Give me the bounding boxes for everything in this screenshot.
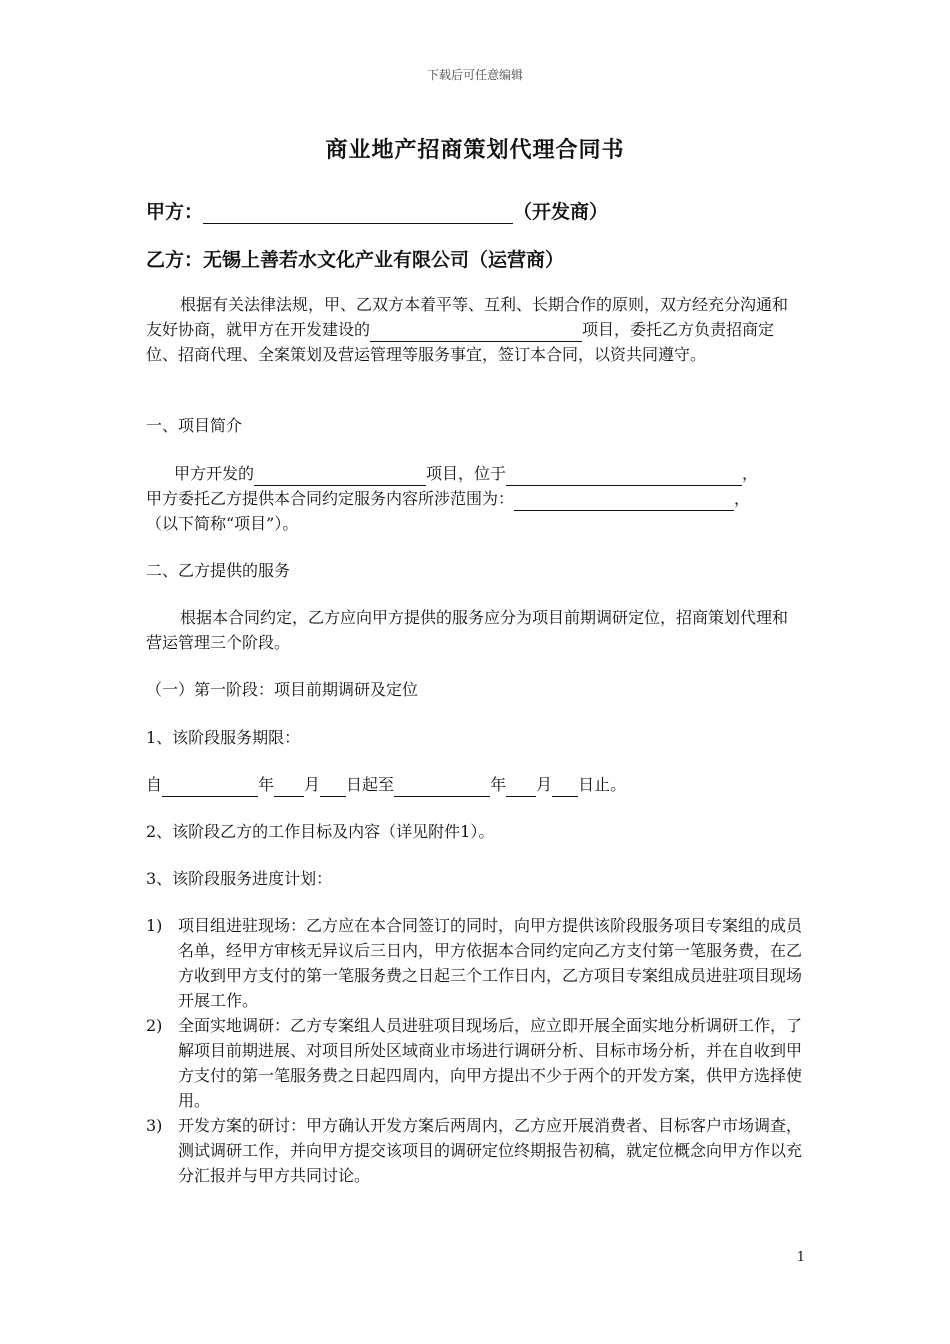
s1-text-e: ，	[734, 489, 751, 508]
list-text: 项目组进驻现场：乙方应在本合同签订的同时，向甲方提供该阶段服务项目专案组的成员名单，经甲方审核无异议后三日内，甲方依据本合同约定向乙方支付第一笔服务费，在乙方收到甲方支付的第一笔服务费之日起三个工作日内，乙方项目专案组成员进驻项目现场开展工作。	[178, 916, 803, 1010]
list-number: 1)	[146, 916, 163, 935]
month-label-1: 月	[304, 775, 321, 794]
s1-location-blank	[506, 468, 742, 486]
start-month-blank	[274, 779, 304, 797]
list-number: 2)	[146, 1016, 163, 1035]
section1-heading: 一、项目简介	[146, 416, 243, 435]
section2-heading: 二、乙方提供的服务	[146, 561, 291, 580]
month-label-2: 月	[536, 775, 553, 794]
s1-text-f: （以下简称“项目”）。	[146, 514, 299, 533]
year-label-1: 年	[258, 775, 275, 794]
stage1-heading: （一）第一阶段：项目前期调研及定位	[146, 680, 419, 699]
item3-text: 3、该阶段服务进度计划：	[146, 869, 333, 888]
party-b-line: 乙方：无锡上善若水文化产业有限公司（运营商）	[146, 249, 565, 271]
service-period-line	[146, 772, 796, 797]
s1-text-d: 甲方委托乙方提供本合同约定服务内容所涉范围为：	[146, 489, 515, 508]
s1-scope-blank	[514, 493, 734, 511]
party-a-suffix: （开发商）	[513, 201, 609, 223]
list-number: 3)	[146, 1116, 163, 1135]
intro-paragraph	[146, 292, 796, 367]
day-from-label: 日起至	[346, 775, 395, 794]
page-number: 1	[796, 1250, 805, 1265]
item2-text: 2、该阶段乙方的工作目标及内容（详见附件1）。	[146, 822, 495, 841]
end-day-blank	[552, 779, 578, 797]
section2-paragraph: 根据本合同约定，乙方应向甲方提供的服务应分为项目前期调研定位，招商策划代理和营运管理三个阶段。	[146, 608, 789, 652]
party-a-label: 甲方：	[146, 201, 204, 223]
section1-paragraph	[146, 461, 826, 536]
s1-text-a: 甲方开发的	[174, 464, 255, 483]
party-a-blank	[203, 203, 513, 224]
header-note: 下载后可任意编辑	[426, 68, 523, 82]
s1-text-b: 项目，位于	[426, 464, 507, 483]
day-to-label: 日止。	[578, 775, 627, 794]
year-label-2: 年	[490, 775, 507, 794]
intro-text-2: 项目，委托乙方负责招商定位、招商代理、全案策划及营运管理等服务事宜，签订本合同，以资共同遵守。	[146, 320, 775, 364]
project-name-blank	[370, 324, 582, 342]
s1-text-c: ，	[742, 464, 759, 483]
end-year-blank	[394, 779, 490, 797]
start-day-blank	[320, 779, 346, 797]
document-title: 商业地产招商策划代理合同书	[325, 137, 625, 163]
item1-text: 1、该阶段服务期限：	[146, 728, 301, 747]
date-from-label: 自	[146, 775, 163, 794]
end-month-blank	[506, 779, 536, 797]
s1-project-blank	[254, 468, 426, 486]
start-year-blank	[162, 779, 258, 797]
party-a-line	[146, 197, 608, 224]
intro-text-1: 根据有关法律法规，甲、乙双方本着平等、互利、长期合作的原则，双方经充分沟通和友好协商，就甲方在开发建设的	[146, 295, 789, 339]
list-text: 全面实地调研：乙方专案组人员进驻项目现场后，应立即开展全面实地分析调研工作，了解项目前期进展、对项目所处区域商业市场进行调研分析、目标市场分析，并在自收到甲方支付的第一笔服务费之日起四周内，向甲方提出不少于两个的开发方案，供甲方选择使用。	[178, 1016, 803, 1110]
list-text: 开发方案的研讨：甲方确认开发方案后两周内，乙方应开展消费者、目标客户市场调查，测试调研工作，并向甲方提交该项目的调研定位终期报告初稿，就定位概念向甲方作以充分汇报并与甲方共同讨论。	[178, 1116, 803, 1185]
